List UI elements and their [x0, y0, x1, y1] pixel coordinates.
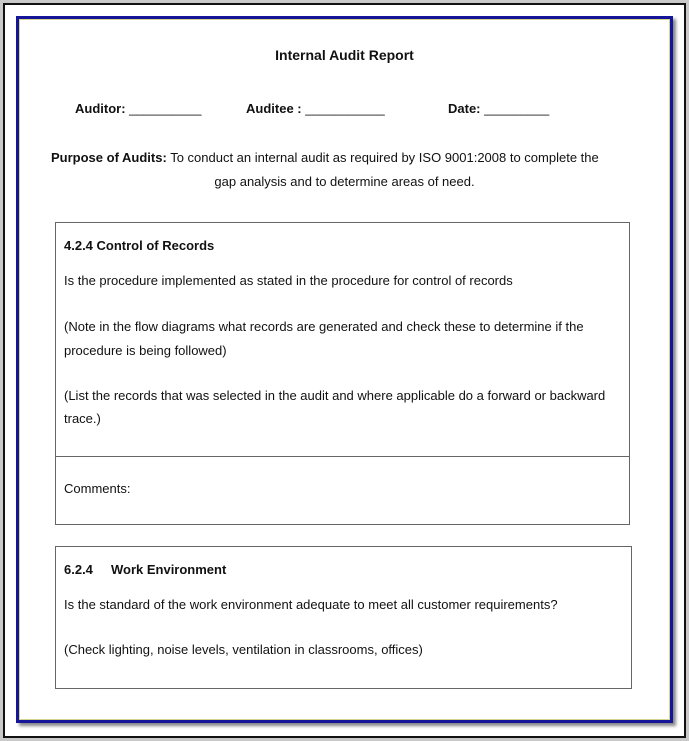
- document-title: Internal Audit Report: [275, 47, 414, 63]
- date-field: Date: _________: [448, 101, 550, 116]
- comments-label: Comments:: [64, 481, 131, 496]
- question: Is the procedure implemented as stated in the procedure for control of records: [64, 273, 513, 288]
- auditor-field: Auditor: __________: [75, 101, 202, 116]
- section-control-of-records: [55, 222, 630, 525]
- note: (Note in the flow diagrams what records are generated and check these to determine if the: [64, 319, 584, 334]
- auditee-field: Auditee : ___________: [246, 101, 385, 116]
- section-work-environment: [55, 546, 632, 689]
- section-heading: 6.2.4 Work Environment: [64, 562, 227, 577]
- note: procedure is being followed): [64, 343, 227, 358]
- question: Is the standard of the work environment adequate to meet all customer requirements?: [64, 597, 558, 612]
- note: (Check lighting, noise levels, ventilation in classrooms, offices): [64, 642, 423, 657]
- divider: [56, 456, 629, 457]
- section-heading: 4.2.4 Control of Records: [64, 238, 215, 253]
- note: trace.): [64, 411, 101, 426]
- note: (List the records that was selected in the audit and where applicable do a forward or backward: [64, 388, 606, 403]
- purpose-line1: Purpose of Audits: To conduct an internal audit as required by ISO 9001:2008 to complete the: [51, 150, 599, 165]
- purpose-line2: gap analysis and to determine areas of need.: [214, 174, 475, 189]
